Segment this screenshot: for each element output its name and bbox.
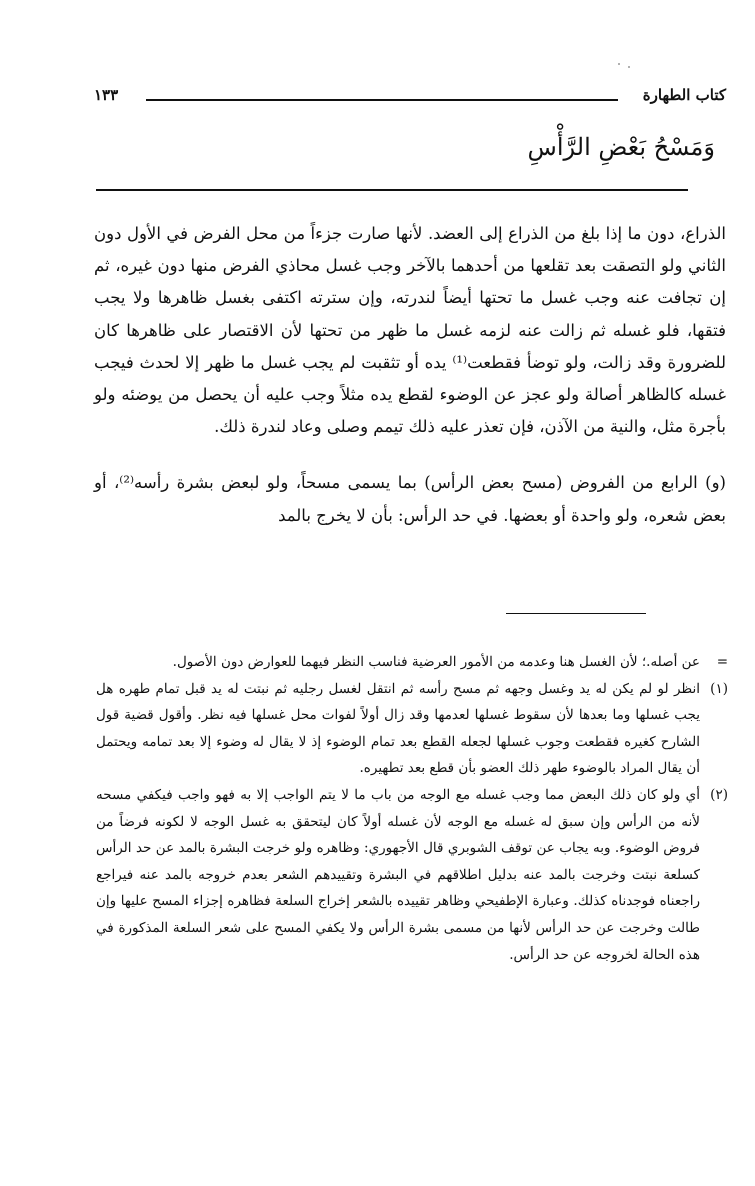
footnote-text: أي ولو كان ذلك البعض مما وجب غسله مع الوجه من باب ما لا يتم الواجب إلا به فهو واجب فيكفي مسحه لأنه من الرأس وإن سبق له غسله مع الوجه لأن غسله أولاً كان ليتحقق به غسل الوجه لا لكونه فرضاً من فروض الوضوء. وبه يجاب عن توقف الشوبري قال الأجهوري: وظاهره ولو خرجت البشرة بالمد عن حد الرأس كسلعة نبتت وخرجت بالمد عنه بدليل اطلاقهم في البشرة وتقييدهم الشعر بعدم خروجه بالمد عنه فيراجع راجعناه فوجدناه كذلك. وعبارة الإطفيحي وظاهر تقييده بالشعر إخراج السلعة فظاهره إجزاء المسح عليها وإن طالت وخرجت عن حد الرأس لأنها من مسمى بشرة الرأس ولا يكفي المسح على شعر السلعة المذكورة في هذه الحالة لخروجه عن حد الرأس. (96, 786, 700, 963)
commentary-body (94, 218, 726, 532)
footnote-continuation (96, 649, 728, 676)
running-head (94, 84, 726, 108)
scan-speck (618, 63, 620, 65)
footnote-2 (96, 782, 728, 968)
body-paragraph: (و) الرابع من الفروض (مسح بعض الرأس) بما يسمى مسحاً، ولو لبعض بشرة رأسه⁽²⁾، أو بعض شعره، ولو واحدة أو بعضها. في حد الرأس: بأن لا يخرج بالمد (94, 473, 726, 525)
book-title: كتاب الطهارة (642, 86, 726, 104)
footnote-rule (506, 613, 646, 614)
matn-rule (96, 189, 688, 191)
footnote-text: عن أصله.؛ لأن الغسل هنا وعدمه من الأمور العرضية فناسب النظر فيهما للعوارض دون الأصول. (172, 654, 700, 670)
body-paragraph: الذراع، دون ما إذا بلغ من الذراع إلى العضد. لأنها صارت جزءاً من محل الفرض في الأول دون الثاني ولو التصقت بعد تقلعها من أحدهما بالآخر وجب غسل محاذي الفرض منها دون غيره، ثم إن تجافت عنه وجب غسل ما تحتها أيضاً لندرته، وإن سترته اكتفى بغسل ظاهرها ولا يجب فتقها، فلو غسله ثم زالت عنه لزمه غسل ما ظهر من تحتها لأن الاقتصار على ظاهرها كان للضرورة وقد زالت، ولو توضأ فقطعت⁽¹⁾ يده أو تثقبت لم يجب غسل ما ظهر إلا لحدث فيجب غسله كالظاهر أصالة ولو عجز عن الوضوء لقطع يده مثلاً وجب عليه أن يحصل من يوضئه ولو بأجرة مثل، والنية من الآذن، فإن تعذر عليه ذلك تيمم وصلى وعاد لندرة ذلك. (94, 224, 726, 437)
footnote-marker: (١) (710, 680, 728, 697)
footnote-marker: (٢) (710, 786, 728, 803)
footnote-marker: = (716, 654, 728, 670)
header-rule (146, 99, 618, 101)
footnote-1 (96, 676, 728, 782)
scan-speck (628, 66, 630, 68)
matn-text: وَمَسْحُ بَعْضِ الرَّأْسِ (527, 133, 715, 161)
footnotes (96, 649, 728, 968)
page-number: ١٣٣ (94, 86, 119, 104)
footnote-text: انظر لو لم يكن له يد وغسل وجهه ثم مسح رأسه ثم انتقل لغسل رجليه ثم نبتت له يد قبل تمام طهره هل يجب غسلها وما بعدها لأن سقوط غسلها لعدمها وقد زال أولاً لفوات محل غسلها فيه نظر. وأقول قضية قول الشارح كغيره فقطعت وجوب غسلها لجعله القطع بعد تمام الوضوء إذ لا يقال له وضوء إلا بعد تمامه ويحتمل أن يقال المراد بالوضوء طهر ذلك العضو بأن قطع بعد تطهيره. (96, 680, 700, 777)
